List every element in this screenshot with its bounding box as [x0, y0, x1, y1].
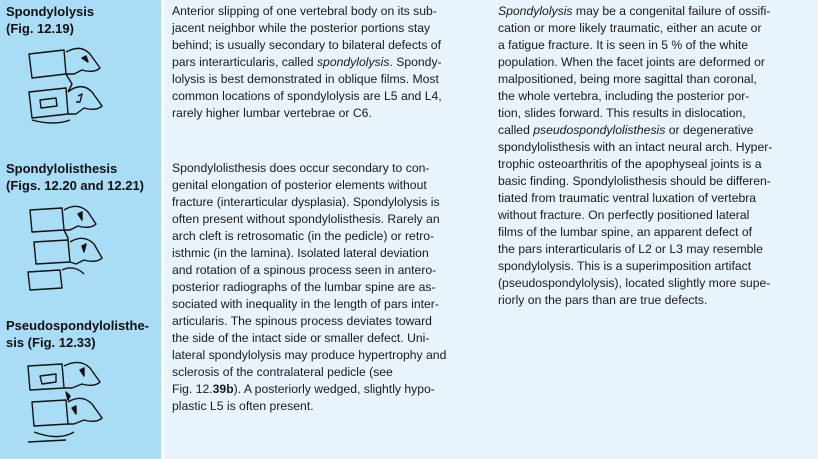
term-column	[0, 0, 161, 459]
term-spondylolisthesis: Spondylolisthesis (Figs. 12.20 and 12.21)	[6, 161, 145, 193]
comments-text: Spondylolysis may be a congenital failure of ossifi- cation or more likely traumatic, either an acute or a fatigue fracture. It is seen in 5 % of the white population. When the facet joints are deformed or malpositioned, being more sagittal than coronal, the whole vertebra, including the posterior por- tion, slides forward. This results in dislocation, called pseudospondylolisthesis or degenerative spondylolisthesis with an intact neural arch. Hyper- trophic osteoarthritis of the apophyseal joints is a basic finding. Spondylolisthesis should be differen- tiated from traumatic ventral luxation of vertebra without fracture. On perfectly positioned lateral films of the lumbar spine, an apparent defect of the pars interarticularis of L2 or L3 may resemble spondylolysis. This is a superimposition artifact (pseudospondylolysis), located slightly more supe- riorly on the pars than are true defects.	[498, 4, 773, 307]
spondylolysis-finding: Anterior slipping of one vertebral body on its sub- jacent neighbor while the posterior portions stay behind; is usually secondary to bilateral defects of pars interarticularis, called spondylolysis. Spondy- lolysis is best demonstrated in oblique films. Most common locations of spondylolysis are L5 and L4, rarely higher lumbar vertebrae or C6.	[172, 4, 442, 120]
term-spondylolysis: Spondylolysis (Fig. 12.19)	[6, 4, 95, 36]
spondylolisthesis-finding: Spondylolisthesis does occur secondary to con- genital elongation of posterior elements without fracture (interarticular dysplasia). Spondylolysis is often present without spondylolisthesis. Rarely an arch cleft is retrosomatic (in the pedicle) or retro- isthmic (in the lamina). Isolated lateral deviation and rotation of a spinous process seen in antero- posterior radiographs of the lumbar spine are as- sociated with inequality in the length of pars inter- articularis. The spinous process deviates toward the side of the intact side or smaller defect. Uni- lateral spondylolysis may produce hypertrophy and sclerosis of the contralateral pedicle (see Fig. 12.39b). A posteriorly wedged, slightly hypo- plastic L5 is often present.	[172, 161, 447, 413]
term-pseudospondylolisthesis: Pseudospondylolisthe- sis (Fig. 12.33)	[6, 318, 150, 350]
comments-column	[490, 0, 818, 459]
pseudospondylolisthesis-sketch-icon	[26, 358, 108, 450]
spondylolisthesis-sketch-icon	[26, 200, 108, 292]
findings-column	[164, 0, 490, 459]
spondylolysis-sketch-icon	[26, 40, 108, 132]
